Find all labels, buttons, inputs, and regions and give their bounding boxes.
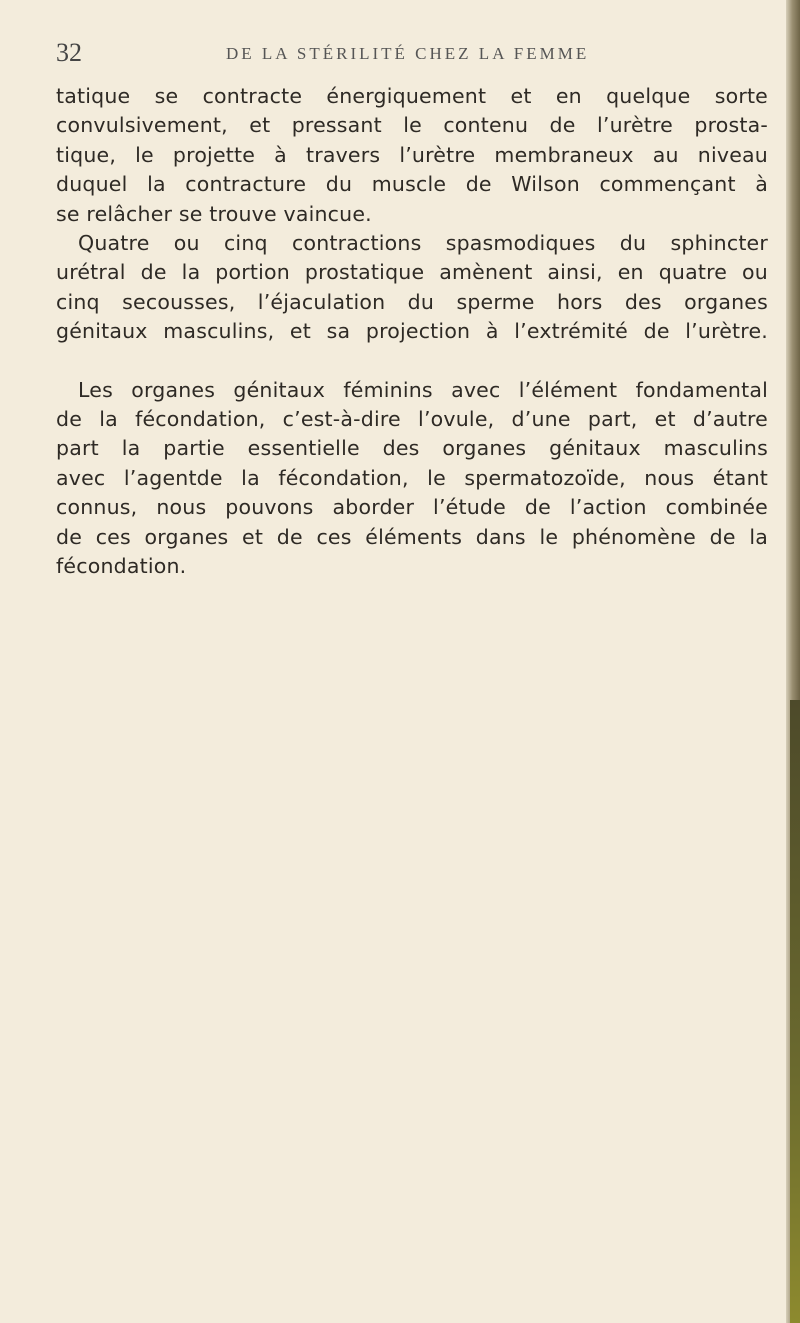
text-line: tatique se contracte énergiquement et en quelque sorte <box>56 84 768 108</box>
text-line: Quatre ou cinq contractions spasmodiques du sphincter <box>78 231 768 256</box>
text-line: convulsivement, et pressant le contenu de l’urètre prosta- <box>56 113 768 138</box>
text-line: cinq secousses, l’éjaculation du sperme hors des organes <box>56 289 768 314</box>
text-line: tique, le projette à travers l’urètre membraneux au niveau <box>56 142 768 167</box>
text-line: avec l’agentde la fécondation, le spermatozoïde, nous étant <box>56 465 768 490</box>
text-line: Les organes génitaux féminins avec l’élément fondamental <box>78 377 768 402</box>
text-line: de ces organes et de ces éléments dans le phénomène de la <box>56 524 768 549</box>
text-line: duquel la contracture du muscle de Wilson commençant à <box>56 172 768 197</box>
paragraph-2 <box>56 229 768 347</box>
text-line: génitaux masculins, et sa projection à l’extrémité de l’urètre. <box>56 319 768 344</box>
text-line: se relâcher se trouve vaincue. <box>56 201 372 226</box>
body-text <box>56 82 768 582</box>
paragraph-1 <box>56 82 768 229</box>
text-line: urétral de la portion prostatique amènent ainsi, en quatre ou <box>56 260 768 285</box>
paragraph-spacer <box>56 347 768 376</box>
text-line: connus, nous pouvons aborder l’étude de l’action combinée <box>56 495 768 520</box>
page-number: 32 <box>56 38 82 67</box>
text-line: de la fécondation, c’est-à-dire l’ovule, d’une part, et d’autre <box>56 407 768 432</box>
running-head: DE LA STÉRILITÉ CHEZ LA FEMME <box>226 44 590 63</box>
page-header <box>56 38 756 68</box>
text-line: fécondation. <box>56 554 187 579</box>
page-edge <box>786 0 800 1323</box>
paragraph-3 <box>56 376 768 582</box>
text-line: part la partie essentielle des organes génitaux masculins <box>56 436 768 461</box>
